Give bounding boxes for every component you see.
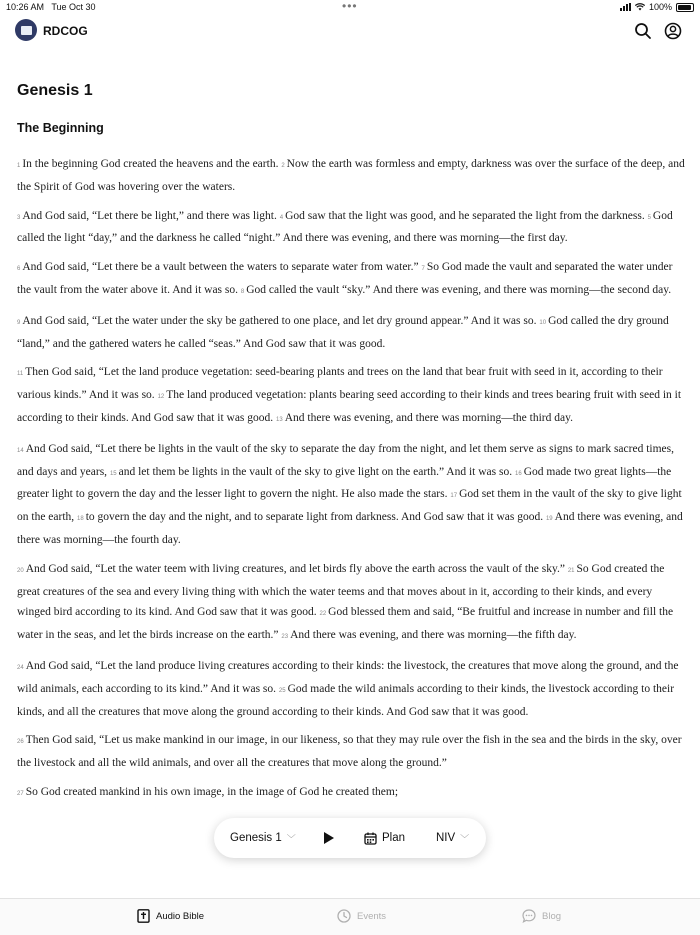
bible-icon (137, 909, 150, 923)
verse-paragraph (17, 362, 685, 430)
status-bar (0, 0, 700, 14)
verse[interactable] (17, 786, 224, 798)
verse-paragraph (17, 439, 685, 551)
verse-number: 16 (515, 470, 522, 477)
verse-text: And God said, “Let the water teem with living creatures, and let birds fly above the earth across the vault of the sky.” (25, 562, 565, 575)
verse-number: 7 (421, 266, 425, 273)
verse-text: In the beginning God created the heavens and the earth. (22, 158, 279, 170)
version-label: NIV (436, 832, 456, 844)
verse-number: 3 (17, 214, 21, 221)
chevron-down-icon: ﹀ (286, 833, 296, 844)
verse-text: So God created mankind in his own image, (25, 785, 225, 798)
chapter-selector[interactable] (230, 832, 296, 845)
app-title: RDCOG (43, 24, 88, 38)
verse[interactable] (227, 786, 398, 798)
verse-text: And God said, “Let there be lights in the vault of the sky to separate the day from the night, and let them serve as signs to mark sacred times, and days and years, (17, 442, 674, 478)
signal-icon (620, 3, 631, 11)
verse-text: And there was evening, and there was morning—the fourth day. (17, 511, 683, 546)
battery-percent: 100% (648, 2, 672, 12)
chevron-down-icon: ﹀ (460, 833, 470, 844)
verse-text: And God said, “Let there be light,” and there was light. (22, 209, 277, 222)
version-selector[interactable] (436, 832, 469, 845)
verse-paragraph (17, 559, 685, 648)
verse-paragraph (17, 206, 685, 250)
verse-number: 25 (278, 687, 286, 694)
verse[interactable] (77, 511, 543, 523)
verse[interactable] (281, 629, 576, 641)
verse-number: 12 (157, 394, 165, 401)
verse[interactable] (17, 210, 277, 222)
verse-number: 5 (647, 214, 651, 221)
verse-text: God made two great lights—the greater light to govern the day and the lesser light to govern the night. He also made the stars. (17, 465, 672, 501)
plan-label: Plan (382, 832, 406, 844)
verse-number: 13 (276, 416, 283, 423)
tab-audio-bible[interactable] (137, 909, 204, 923)
status-time: 10:26 AM (6, 2, 45, 12)
verse-text: And there was evening, and there was morning—the third day. (284, 411, 573, 424)
verse-number: 14 (17, 447, 24, 454)
verse-text: And God said, “Let there be a vault between the waters to separate water from water.” (22, 261, 419, 274)
verse-number: 24 (17, 664, 24, 671)
verse-number: 19 (545, 516, 553, 523)
tab-events[interactable] (337, 909, 386, 923)
verse[interactable] (17, 158, 278, 170)
verse-number: 22 (319, 611, 327, 618)
chapter-title: Genesis 1 (17, 82, 93, 99)
search-icon[interactable] (634, 22, 652, 40)
verse[interactable] (276, 412, 573, 424)
verse-number: 10 (539, 319, 547, 326)
account-icon[interactable] (664, 22, 682, 40)
app-header (0, 14, 700, 50)
verse[interactable] (17, 261, 419, 273)
verse-text: and let them be lights in the vault of the sky to give light on the earth.” And it was so. (118, 465, 513, 478)
chat-bubble-icon (522, 909, 536, 923)
app-logo[interactable] (15, 19, 37, 41)
verse-text: And God said, “Let the land produce living creatures according to their kinds: the livestock, the creatures that move along the ground, and the wild animals, each according to its kind.” And it was so. (17, 659, 679, 695)
verse[interactable] (17, 315, 537, 327)
verse-number: 18 (77, 516, 84, 523)
play-icon[interactable] (324, 832, 334, 844)
chapter-selector-label: Genesis 1 (230, 832, 282, 844)
verse-paragraph (17, 782, 685, 805)
verse-text: And there was evening, and there was morning—the fifth day. (290, 629, 577, 642)
verse-text: God called the vault “sky.” And there was evening, and there was morning—the second day. (246, 283, 672, 296)
tab-audio-bible-label: Audio Bible (156, 910, 205, 922)
verse-paragraph (17, 730, 685, 774)
verse[interactable] (17, 563, 565, 575)
verse-text: God made the wild animals according to their kinds, the livestock according to their kinds, and all the creatures that move along the ground according to their kinds. And God saw that it was good. (17, 682, 675, 718)
verse-list (17, 154, 685, 813)
verse-number: 27 (17, 790, 24, 797)
verse-text: Then God said, “Let us make mankind in our image, in our likeness, so that they may rule over the fish in the sea and the birds in the sky, over the livestock and all the wild animals, and over all the creatures that move along the ground.” (17, 734, 682, 770)
verse-text: God called the light “day,” and the darkness he called “night.” And there was evening, and there was morning—the first day. (17, 209, 673, 245)
verse-number: 23 (281, 634, 289, 641)
verse-number: 26 (17, 739, 24, 746)
verse-text: So God created the great creatures of the sea and every living thing with which the water teems and that moves about in it, according to their kinds, and every winged bird according to its kind. And God saw that it was good. (17, 562, 665, 619)
verse-text: And God said, “Let the water under the sky be gathered to one place, and let dry ground appear.” And it was so. (22, 314, 537, 327)
verse-paragraph (17, 257, 685, 303)
verse-text: Then God said, “Let the land produce vegetation: seed-bearing plants and trees on the land that bear fruit with seed in it, according to their various kinds.” And it was so. (17, 366, 663, 402)
verse-number: 11 (17, 371, 24, 378)
verse-text: Now the earth was formless and empty, darkness was over the surface of the deep, and the Spirit of God was hovering over the waters. (17, 158, 685, 193)
verse-number: 8 (240, 288, 245, 295)
clock-icon (337, 909, 351, 923)
calendar-icon (364, 832, 377, 845)
tab-blog-label: Blog (542, 910, 562, 922)
verse[interactable] (241, 284, 671, 296)
verse-number: 21 (567, 567, 575, 574)
multitask-dots-icon[interactable]: ••• (342, 0, 358, 13)
verse-number: 20 (17, 567, 24, 574)
verse-number: 4 (279, 214, 284, 221)
tab-blog[interactable] (522, 909, 561, 923)
status-time-date (6, 2, 96, 12)
wifi-icon (635, 3, 645, 11)
verse-number: 15 (109, 470, 117, 477)
verse-paragraph (17, 656, 685, 722)
battery-icon (676, 3, 694, 12)
status-date: Tue Oct 30 (51, 2, 96, 12)
verse-text: The land produced vegetation: plants bearing seed according to their kinds and trees bearing fruit with seed in it according to their kinds. And God saw that it was good. (17, 389, 682, 424)
bottom-tab-bar (0, 898, 700, 935)
verse-text: God called the dry ground “land,” and the gathered waters he called “seas.” And God saw that it was good. (17, 314, 669, 350)
verse-paragraph (17, 311, 685, 355)
verse-number: 17 (450, 493, 458, 500)
verse-number: 6 (17, 266, 21, 273)
verse-text: God blessed them and said, “Be fruitful and increase in number and fill the water in the seas, and let the birds increase on the earth.” (17, 606, 674, 642)
verse[interactable] (17, 734, 682, 769)
section-title: The Beginning (17, 121, 104, 135)
plan-button[interactable] (364, 832, 405, 845)
verse-text: to govern the day and the night, and to separate light from darkness. And God saw that it was good. (85, 511, 544, 524)
verse-paragraph (17, 154, 685, 198)
status-indicators (620, 2, 694, 12)
verse-number: 2 (281, 163, 285, 169)
verse[interactable] (110, 466, 512, 478)
audio-player-bar (214, 818, 486, 858)
tab-events-label: Events (357, 910, 387, 922)
verse[interactable] (280, 210, 645, 222)
verse-number: 1 (17, 163, 21, 169)
verse-text: So God made the vault and separated the water under the vault from the water above it. And it was so. (17, 261, 673, 296)
verse-number: 9 (17, 319, 21, 326)
verse-text: in the image of God he created them; (227, 785, 399, 798)
verse-text: God saw that the light was good, and he separated the light from the darkness. (285, 209, 645, 222)
verse-text: God set them in the vault of the sky to give light on the earth, (17, 488, 682, 524)
